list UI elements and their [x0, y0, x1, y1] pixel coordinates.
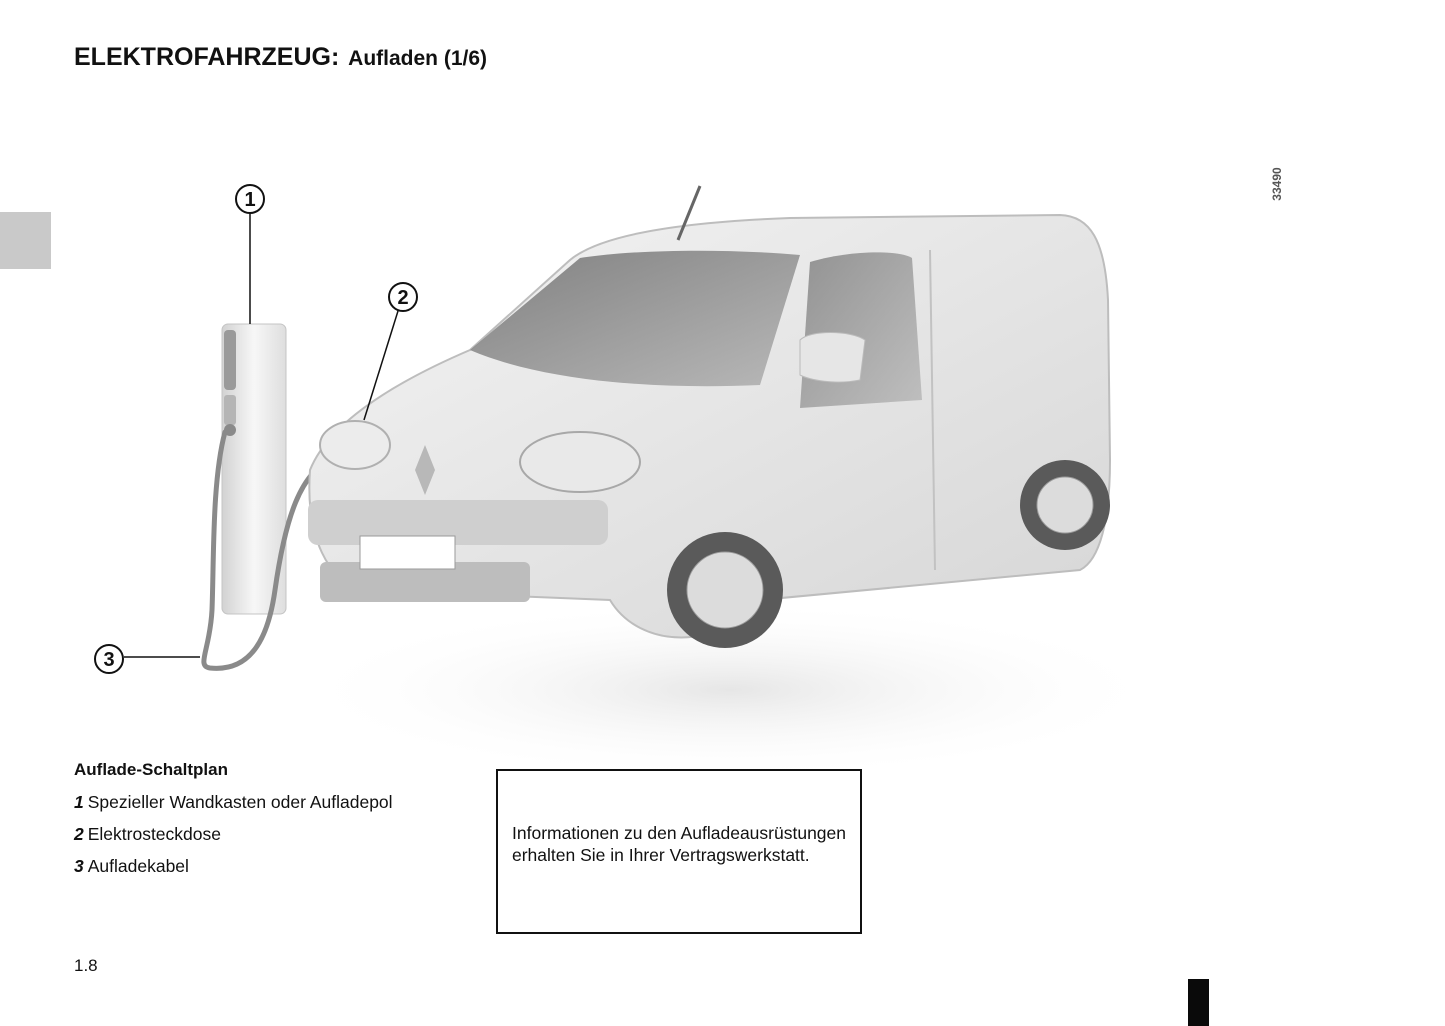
- legend-item: [74, 824, 474, 845]
- figure-reference-number: 33490: [1270, 167, 1284, 201]
- legend-item-text: Aufladekabel: [87, 856, 189, 876]
- charging-illustration: [80, 180, 1140, 780]
- callout-3-label: 3: [103, 649, 115, 671]
- callout-1-label: 1: [244, 189, 256, 211]
- legend-item: [74, 856, 474, 877]
- legend-item-number: 2: [74, 824, 84, 844]
- legend-item-text: Elektrosteckdose: [87, 824, 221, 844]
- legend-item: [74, 792, 474, 813]
- page-title: [74, 36, 487, 73]
- callout-1: [236, 185, 264, 324]
- info-box-text: Informationen zu den Aufladeausrüstungen erhalten Sie in Ihrer Vertragswerkstatt.: [512, 823, 846, 865]
- windshield: [470, 251, 800, 387]
- page-title-sub: Aufladen (1/6): [348, 47, 488, 70]
- legend-title: Auflade-Schaltplan: [74, 760, 228, 779]
- figure-reference: [1264, 164, 1290, 204]
- legend: [74, 760, 474, 888]
- callout-2-label: 2: [397, 287, 409, 309]
- page-title-main: ELEKTROFAHRZEUG:: [74, 43, 340, 71]
- legend-item-text: Spezieller Wandkasten oder Aufladepol: [87, 792, 393, 812]
- front-bumper: [308, 500, 608, 545]
- chapter-side-tab: [0, 212, 51, 269]
- page-number: 1.8: [74, 956, 98, 975]
- side-window: [800, 252, 922, 408]
- headlight: [520, 432, 640, 492]
- legend-item-number: 1: [74, 792, 84, 812]
- license-plate: [360, 536, 455, 569]
- page-edge-marker: [1188, 979, 1209, 1026]
- van: [308, 186, 1110, 648]
- callout-3: [95, 645, 200, 673]
- info-box: [496, 769, 862, 934]
- legend-item-number: 3: [74, 856, 84, 876]
- charging-flap: [320, 421, 390, 469]
